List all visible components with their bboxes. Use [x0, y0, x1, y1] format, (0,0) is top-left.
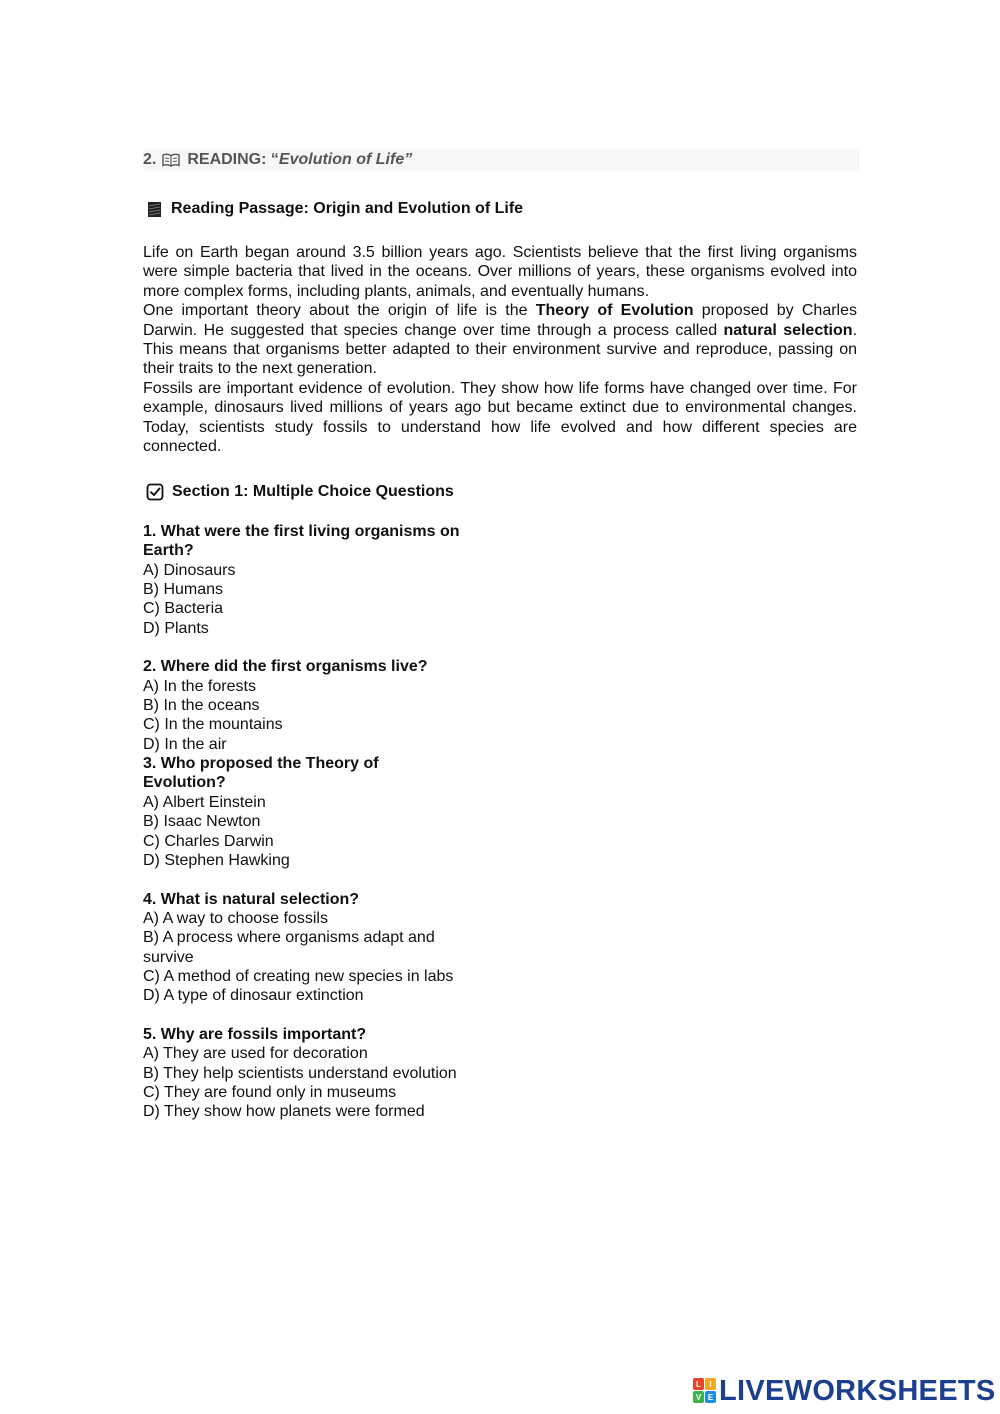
answer-option[interactable]: B) A process where organisms adapt and survive — [143, 929, 435, 966]
answer-option[interactable]: A) They are used for decoration — [143, 1045, 368, 1063]
logo-letter: L — [696, 1380, 701, 1389]
liveworksheets-logo-icon — [693, 1378, 717, 1404]
checkbox-checked-icon — [146, 483, 164, 501]
question-text: 4. What is natural selection? — [143, 890, 360, 908]
paragraph-2-text-e: . This means that organisms better adapted to their environment survive and reproduce, passing on their traits to the next generation. — [143, 321, 858, 378]
logo-letter: V — [695, 1393, 702, 1402]
paragraph-2-text-a: One important theory about the origin of life is the — [143, 302, 536, 320]
question-list — [143, 522, 463, 1122]
passage-title — [143, 199, 523, 219]
answer-option[interactable]: A) In the forests — [143, 677, 256, 695]
answer-option[interactable]: B) They help scientists understand evolution — [143, 1064, 457, 1082]
heading-title: Evolution of Life” — [278, 151, 413, 168]
brand-name: LIVEWORKSHEETS — [719, 1375, 996, 1407]
answer-option[interactable]: A) Dinosaurs — [143, 561, 236, 579]
answer-option[interactable]: C) A method of creating new species in labs — [143, 967, 454, 985]
question-1 — [143, 522, 463, 638]
answer-option[interactable]: C) In the mountains — [143, 716, 283, 734]
question-text: 3. Who proposed the Theory of Evolution? — [143, 755, 379, 792]
answer-option[interactable]: D) Plants — [143, 619, 209, 637]
passage-paragraph-3: Fossils are important evidence of evolution. They show how life forms have changed over time. For example, dinosaurs lived millions of years ago but became extinct due to environmental changes. Today, scientists study fossils to understand how life evolved and how different species are connected. — [143, 379, 857, 456]
open-book-icon — [162, 153, 180, 167]
reading-passage — [143, 243, 857, 456]
answer-option[interactable]: D) They show how planets were formed — [143, 1103, 425, 1121]
paragraph-2-text-c: proposed by Charles Darwin. He suggested that species change over time through a process called — [143, 302, 857, 339]
answer-option[interactable]: C) They are found only in museums — [143, 1083, 397, 1101]
question-text: 5. Why are fossils important? — [143, 1025, 367, 1043]
question-2 — [143, 657, 463, 754]
logo-letter: E — [707, 1393, 714, 1402]
section-1-title-text: Section 1: Multiple Choice Questions — [172, 483, 454, 500]
passage-title-text: Reading Passage: Origin and Evolution of Life — [171, 200, 524, 217]
answer-option[interactable]: D) A type of dinosaur extinction — [143, 987, 364, 1005]
answer-option[interactable]: B) Isaac Newton — [143, 813, 261, 831]
answer-option[interactable]: A) Albert Einstein — [143, 793, 266, 811]
answer-option[interactable]: B) Humans — [143, 581, 224, 599]
question-4 — [143, 890, 463, 1006]
question-5 — [143, 1025, 463, 1122]
question-3 — [143, 754, 463, 870]
question-text: 2. Where did the first organisms live? — [143, 658, 428, 676]
answer-option[interactable]: C) Bacteria — [143, 600, 224, 618]
liveworksheets-brand[interactable] — [693, 1374, 996, 1408]
section-heading — [143, 150, 412, 170]
question-text: 1. What were the first living organisms on Earth? — [143, 523, 460, 560]
passage-paragraph-2 — [143, 301, 857, 379]
answer-option[interactable]: A) A way to choose fossils — [143, 909, 328, 927]
document-icon — [147, 201, 162, 218]
heading-label: READING: “ — [187, 151, 279, 168]
answer-option[interactable]: C) Charles Darwin — [143, 832, 274, 850]
answer-option[interactable]: D) In the air — [143, 735, 227, 753]
answer-option[interactable]: B) In the oceans — [143, 697, 260, 715]
heading-number: 2. — [143, 151, 157, 168]
answer-option[interactable]: D) Stephen Hawking — [143, 851, 290, 869]
logo-letter: I — [709, 1380, 712, 1389]
passage-paragraph-1: Life on Earth began around 3.5 billion years ago. Scientists believe that the first living organisms were simple bacteria that lived in the oceans. Over millions of years, these organisms evolved into more complex forms, including plants, animals, and eventually humans. — [143, 244, 857, 300]
natural-selection-term: natural selection — [723, 321, 853, 339]
section-1-title — [143, 482, 454, 502]
theory-of-evolution-term: Theory of Evolution — [535, 302, 694, 320]
